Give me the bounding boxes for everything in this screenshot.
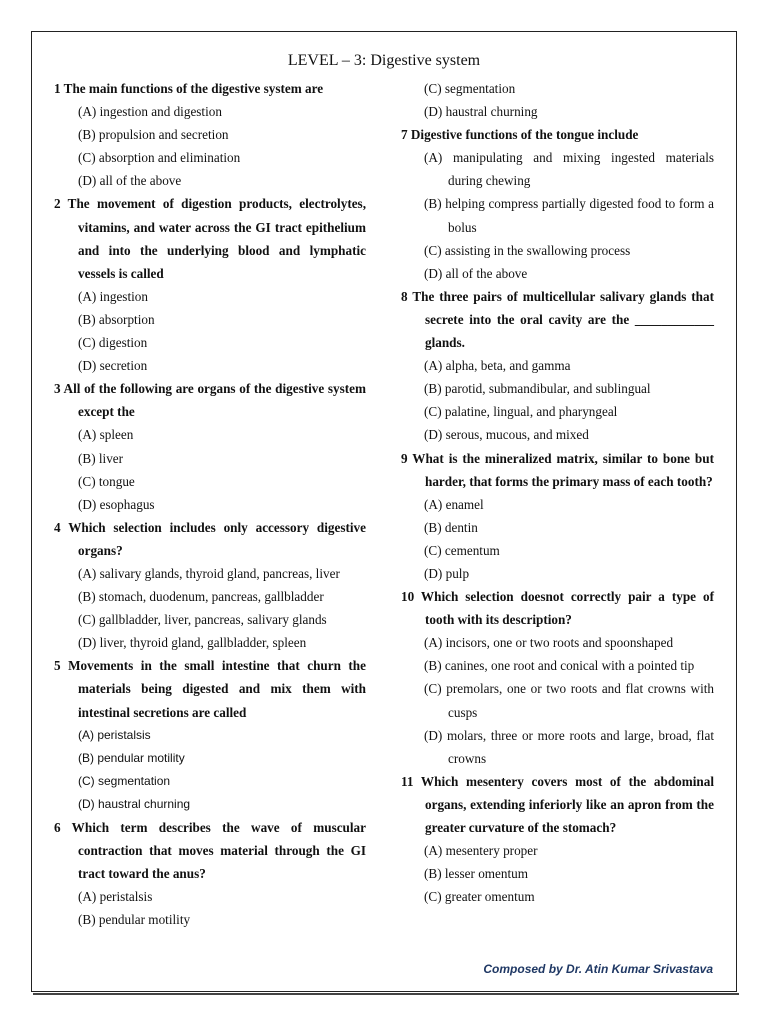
left-column [54, 77, 366, 931]
page-border-shadow [33, 993, 739, 995]
question-1: 1 The main functions of the digestive system are [54, 81, 324, 96]
option: (A) enamel [424, 496, 484, 512]
question-4: 4 Which selection includes only accessory digestive organs? [54, 519, 366, 558]
option: (B) lesser omentum [424, 866, 529, 882]
option: (B) helping compress partially digested food to form a bolus [424, 196, 714, 235]
option: (D) pulp [424, 565, 470, 581]
question-11: 11 Which mesentery covers most of the abdominal organs, extending inferiorly like an apron from the greater curvature of the stomach? [401, 773, 714, 835]
option: (C) gallbladder, liver, pancreas, salivary glands [78, 612, 327, 628]
option: (B) dentin [424, 519, 478, 535]
option: (C) tongue [78, 473, 135, 489]
option: (A) incisors, one or two roots and spoonshaped [424, 635, 674, 651]
option: (D) haustral churning [78, 796, 191, 811]
option: (A) salivary glands, thyroid gland, pancreas, liver [78, 565, 340, 581]
question-5: 5 Movements in the small intestine that churn the materials being digested and mix them with intestinal secretions are called [54, 658, 366, 720]
option: (D) haustral churning [424, 104, 538, 120]
option: (D) all of the above [424, 265, 528, 281]
option: (A) ingestion and digestion [78, 104, 222, 120]
option: (A) mesentery proper [424, 843, 538, 859]
option: (B) pendular motility [78, 750, 185, 765]
option: (B) stomach, duodenum, pancreas, gallbladder [78, 589, 324, 605]
option: (B) propulsion and secretion [78, 127, 229, 143]
author-footer: Composed by Dr. Atin Kumar Srivastava [483, 962, 713, 976]
option: (C) digestion [78, 335, 148, 351]
option: (A) spleen [78, 427, 134, 443]
option: (B) canines, one root and conical with a pointed tip [424, 658, 695, 674]
question-2: 2 The movement of digestion products, electrolytes, vitamins, and water across the GI tract epithelium and into the underlying blood and lymphatic vessels is called [54, 196, 366, 281]
option: (D) liver, thyroid gland, gallbladder, spleen [78, 635, 307, 651]
right-column [401, 77, 714, 908]
question-7: 7 Digestive functions of the tongue include [401, 127, 639, 143]
option: (C) cementum [424, 542, 500, 558]
option: (D) esophagus [78, 496, 155, 512]
question-10: 10 Which selection doesnot correctly pair a type of tooth with its description? [401, 589, 714, 628]
option: (C) greater omentum [424, 889, 535, 905]
option: (C) assisting in the swallowing process [424, 242, 631, 258]
option: (D) secretion [78, 358, 148, 374]
question-8: 8 The three pairs of multicellular salivary glands that secrete into the oral cavity are the ____________ glands. [401, 288, 714, 351]
option: (A) peristalsis [78, 727, 151, 742]
option: (C) absorption and elimination [78, 150, 241, 166]
option: (C) segmentation [424, 81, 516, 96]
option: (A) peristalsis [78, 889, 153, 905]
option: (A) manipulating and mixing ingested materials during chewing [424, 150, 714, 189]
option: (D) serous, mucous, and mixed [424, 427, 589, 443]
option: (D) molars, three or more roots and large, broad, flat crowns [424, 727, 714, 766]
question-3: 3 All of the following are organs of the digestive system except the [54, 381, 366, 420]
option: (B) pendular motility [78, 912, 191, 928]
question-6: 6 Which term describes the wave of muscular contraction that moves material through the GI tract toward the anus? [54, 820, 366, 882]
question-9: 9 What is the mineralized matrix, similar to bone but harder, that forms the primary mass of each tooth? [401, 450, 714, 489]
option: (B) absorption [78, 311, 155, 327]
option: (C) segmentation [78, 773, 171, 788]
page-title: LEVEL – 3: Digestive system [287, 52, 481, 69]
option: (C) premolars, one or two roots and flat crowns with cusps [424, 681, 714, 720]
option: (B) liver [78, 450, 124, 466]
option: (D) all of the above [78, 173, 182, 189]
option: (A) ingestion [78, 288, 148, 304]
option: (B) parotid, submandibular, and sublingual [424, 381, 651, 397]
option: (C) palatine, lingual, and pharyngeal [424, 404, 618, 420]
option: (A) alpha, beta, and gamma [424, 358, 571, 374]
